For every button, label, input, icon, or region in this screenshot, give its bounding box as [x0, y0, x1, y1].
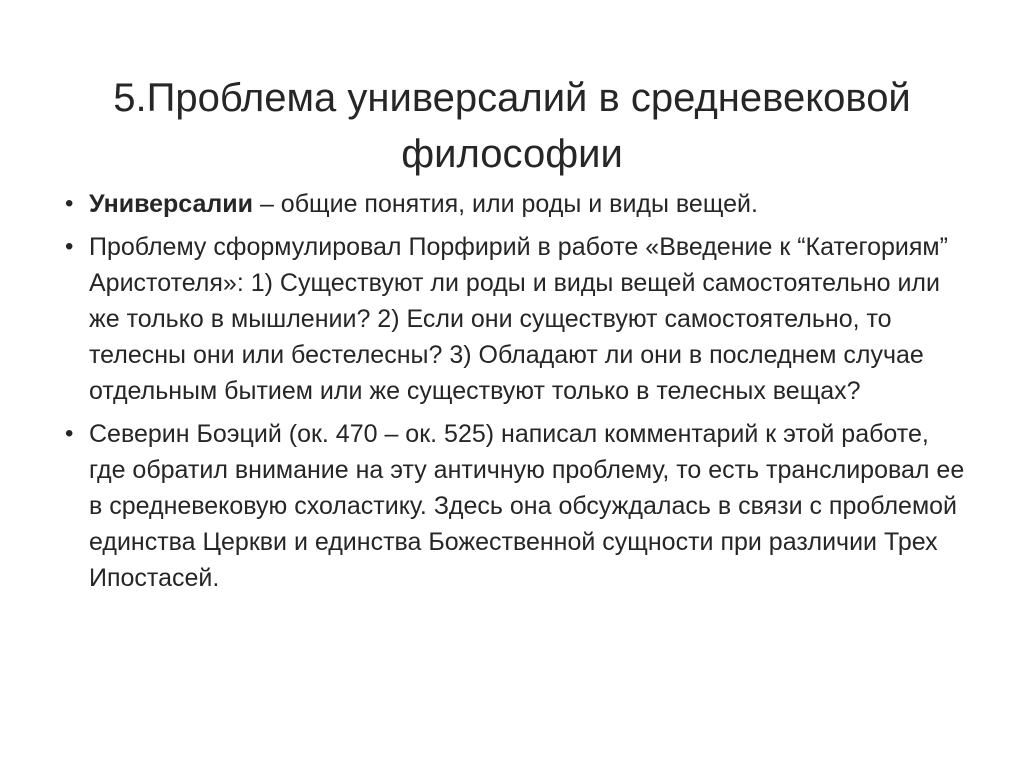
bullet-item-boethius — [65, 416, 965, 596]
bullet-item-porphyry — [65, 229, 965, 409]
bullet-dot-icon: • — [65, 233, 74, 260]
slide-title: 5.Проблема универсалий в средневековой философии — [113, 75, 911, 176]
bullet-list — [65, 186, 965, 603]
bullet-dot-icon: • — [65, 190, 74, 217]
bullet-text: Северин Боэций (ок. 470 – ок. 525) написал комментарий к этой работе, где обратил внимание на эту античную проблему, то есть транслировал ее в средневековую схоластику. Здесь она обсуждалась в связи с проблемой единства Церкви и единства Божественной сущности при различии Трех Ипостасей. — [89, 420, 965, 592]
bullet-dot-icon: • — [65, 420, 74, 447]
bullet-text: Проблему сформулировал Порфирий в работе «Введение к “Категориям” Аристотеля»: 1) Существуют ли роды и виды вещей самостоятельно или же только в мышлении? 2) Если они существуют самостоятельно, то телесны они или бестелесны? 3) Обладают ли они в последнем случае отдельным бытием или же существуют только в телесных вещах? — [89, 233, 948, 405]
bullet-term: Универсалии — [89, 190, 254, 218]
bullet-text: – общие понятия, или роды и виды вещей. — [253, 190, 758, 218]
bullet-item-universals — [65, 186, 965, 222]
